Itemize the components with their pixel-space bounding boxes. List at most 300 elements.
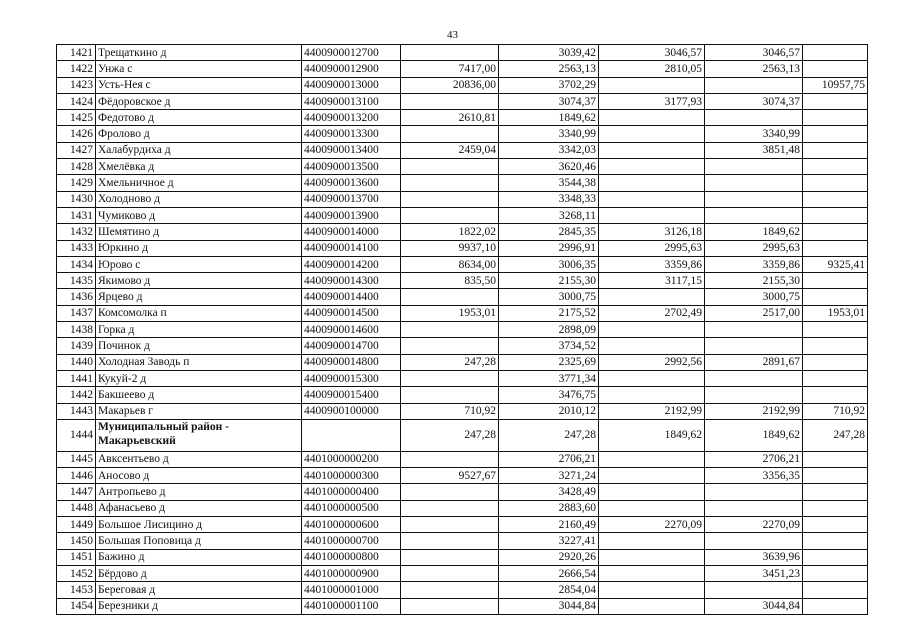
oktmo-code: 4400900013500 <box>302 159 401 175</box>
value-col-4: 2845,35 <box>499 224 599 240</box>
oktmo-code: 4400900014300 <box>302 273 401 289</box>
settlement-name: Унжа с <box>96 61 302 77</box>
value-col-6: 3851,48 <box>705 142 803 158</box>
value-col-4: 2898,09 <box>499 322 599 338</box>
oktmo-code: 4400900013300 <box>302 126 401 142</box>
value-col-3 <box>401 565 499 581</box>
row-number: 1436 <box>57 289 96 305</box>
table-row <box>57 175 868 191</box>
value-col-7 <box>803 289 868 305</box>
value-col-4: 3476,75 <box>499 387 599 403</box>
oktmo-code: 4400900014100 <box>302 240 401 256</box>
value-col-5 <box>599 207 705 223</box>
value-col-4: 3702,29 <box>499 77 599 93</box>
row-number: 1429 <box>57 175 96 191</box>
table-row <box>57 77 868 93</box>
row-number: 1431 <box>57 207 96 223</box>
settlement-name: Бажино д <box>96 549 302 565</box>
table-row <box>57 500 868 516</box>
table-row <box>57 224 868 240</box>
value-col-5 <box>599 142 705 158</box>
oktmo-code: 4400900014200 <box>302 256 401 272</box>
value-col-7 <box>803 354 868 370</box>
value-col-6 <box>705 191 803 207</box>
value-col-3: 9527,67 <box>401 468 499 484</box>
value-col-3: 1822,02 <box>401 224 499 240</box>
value-col-3 <box>401 338 499 354</box>
settlement-name: Юркино д <box>96 240 302 256</box>
settlement-name: Горка д <box>96 322 302 338</box>
settlement-name: Большое Лисицино д <box>96 517 302 533</box>
value-col-6: 2563,13 <box>705 61 803 77</box>
value-col-4: 2883,60 <box>499 500 599 516</box>
table-row <box>57 240 868 256</box>
table-row <box>57 256 868 272</box>
table-row <box>57 93 868 109</box>
value-col-6: 1849,62 <box>705 224 803 240</box>
table-row <box>57 142 868 158</box>
oktmo-code: 4400900100000 <box>302 403 401 419</box>
value-col-7 <box>803 517 868 533</box>
settlement-name: Березники д <box>96 598 302 614</box>
settlement-name: Холодново д <box>96 191 302 207</box>
value-col-6 <box>705 500 803 516</box>
settlement-name: Хмельничное д <box>96 175 302 191</box>
oktmo-code: 4400900013900 <box>302 207 401 223</box>
value-col-5: 3046,57 <box>599 45 705 61</box>
value-col-7 <box>803 549 868 565</box>
value-col-4: 2160,49 <box>499 517 599 533</box>
table-row <box>57 598 868 614</box>
settlement-name: Фёдоровское д <box>96 93 302 109</box>
row-number: 1428 <box>57 159 96 175</box>
value-col-6: 1849,62 <box>705 419 803 451</box>
value-col-5: 2995,63 <box>599 240 705 256</box>
value-col-6: 3044,84 <box>705 598 803 614</box>
table-row <box>57 354 868 370</box>
table-row <box>57 565 868 581</box>
value-col-3 <box>401 370 499 386</box>
value-col-5 <box>599 126 705 142</box>
value-col-4: 2563,13 <box>499 61 599 77</box>
value-col-4: 3044,84 <box>499 598 599 614</box>
value-col-7 <box>803 484 868 500</box>
value-col-6: 2270,09 <box>705 517 803 533</box>
settlement-name: Кукуй-2 д <box>96 370 302 386</box>
value-col-5 <box>599 484 705 500</box>
table-row <box>57 322 868 338</box>
value-col-5 <box>599 387 705 403</box>
value-col-5 <box>599 191 705 207</box>
value-col-7 <box>803 451 868 467</box>
value-col-5 <box>599 338 705 354</box>
row-number: 1450 <box>57 533 96 549</box>
value-col-3 <box>401 582 499 598</box>
value-col-5: 2192,99 <box>599 403 705 419</box>
value-col-4: 1849,62 <box>499 110 599 126</box>
value-col-4: 3771,34 <box>499 370 599 386</box>
settlement-name: Аносово д <box>96 468 302 484</box>
table-row <box>57 159 868 175</box>
value-col-3 <box>401 207 499 223</box>
value-col-3: 247,28 <box>401 419 499 451</box>
settlement-name: Бакшеево д <box>96 387 302 403</box>
value-col-5 <box>599 533 705 549</box>
value-col-7: 1953,01 <box>803 305 868 321</box>
value-col-3: 835,50 <box>401 273 499 289</box>
value-col-3: 20836,00 <box>401 77 499 93</box>
value-col-7 <box>803 582 868 598</box>
value-col-6 <box>705 484 803 500</box>
value-col-4: 3006,35 <box>499 256 599 272</box>
table-row <box>57 468 868 484</box>
value-col-5 <box>599 598 705 614</box>
value-col-3 <box>401 322 499 338</box>
value-col-4: 3000,75 <box>499 289 599 305</box>
value-col-7 <box>803 191 868 207</box>
value-col-6 <box>705 338 803 354</box>
value-col-7: 10957,75 <box>803 77 868 93</box>
table-row <box>57 61 868 77</box>
table-body <box>57 45 868 615</box>
settlement-name: Починок д <box>96 338 302 354</box>
table-row <box>57 110 868 126</box>
oktmo-code: 4400900013700 <box>302 191 401 207</box>
value-col-3: 247,28 <box>401 354 499 370</box>
value-col-6: 3356,35 <box>705 468 803 484</box>
value-col-5: 1849,62 <box>599 419 705 451</box>
value-col-3: 8634,00 <box>401 256 499 272</box>
row-number: 1443 <box>57 403 96 419</box>
value-col-5 <box>599 370 705 386</box>
value-col-5 <box>599 549 705 565</box>
oktmo-code: 4400900014600 <box>302 322 401 338</box>
value-col-7 <box>803 240 868 256</box>
value-col-4: 2010,12 <box>499 403 599 419</box>
value-col-6: 3359,86 <box>705 256 803 272</box>
value-col-5: 2702,49 <box>599 305 705 321</box>
oktmo-code: 4401000000300 <box>302 468 401 484</box>
value-col-6 <box>705 370 803 386</box>
row-number: 1440 <box>57 354 96 370</box>
oktmo-code: 4400900015400 <box>302 387 401 403</box>
table-row <box>57 338 868 354</box>
value-col-3: 2610,81 <box>401 110 499 126</box>
value-col-7 <box>803 175 868 191</box>
value-col-6: 2155,30 <box>705 273 803 289</box>
value-col-4: 3039,42 <box>499 45 599 61</box>
settlement-name: Холодная Заводь п <box>96 354 302 370</box>
oktmo-code: 4401000000800 <box>302 549 401 565</box>
value-col-7 <box>803 61 868 77</box>
settlement-name: Фролово д <box>96 126 302 142</box>
row-number: 1434 <box>57 256 96 272</box>
settlement-name: Чумиково д <box>96 207 302 223</box>
settlement-name: Хмелёвка д <box>96 159 302 175</box>
table-row <box>57 207 868 223</box>
value-col-3 <box>401 126 499 142</box>
value-col-4: 247,28 <box>499 419 599 451</box>
settlement-name: Афанасьево д <box>96 500 302 516</box>
value-col-6: 3000,75 <box>705 289 803 305</box>
oktmo-code: 4401000000400 <box>302 484 401 500</box>
oktmo-code: 4400900012700 <box>302 45 401 61</box>
oktmo-code: 4400900014700 <box>302 338 401 354</box>
table-row <box>57 451 868 467</box>
settlement-name: Халабурдиха д <box>96 142 302 158</box>
row-number: 1447 <box>57 484 96 500</box>
oktmo-code: 4401000000200 <box>302 451 401 467</box>
value-col-4: 2854,04 <box>499 582 599 598</box>
value-col-3 <box>401 549 499 565</box>
table-row <box>57 45 868 61</box>
settlement-name: Макарьев г <box>96 403 302 419</box>
oktmo-code: 4401000001100 <box>302 598 401 614</box>
value-col-7 <box>803 93 868 109</box>
value-col-6 <box>705 387 803 403</box>
value-col-4: 2325,69 <box>499 354 599 370</box>
value-col-3 <box>401 517 499 533</box>
value-col-4: 3227,41 <box>499 533 599 549</box>
value-col-5: 2810,05 <box>599 61 705 77</box>
value-col-5 <box>599 500 705 516</box>
oktmo-code: 4400900014400 <box>302 289 401 305</box>
value-col-3: 2459,04 <box>401 142 499 158</box>
oktmo-code: 4401000000700 <box>302 533 401 549</box>
value-col-7 <box>803 142 868 158</box>
value-col-6: 3340,99 <box>705 126 803 142</box>
value-col-4: 3342,03 <box>499 142 599 158</box>
settlement-name: Авксентьево д <box>96 451 302 467</box>
row-number: 1432 <box>57 224 96 240</box>
value-col-4: 2155,30 <box>499 273 599 289</box>
value-col-5 <box>599 468 705 484</box>
table-row <box>57 191 868 207</box>
value-col-6: 3074,37 <box>705 93 803 109</box>
value-col-3 <box>401 451 499 467</box>
value-col-4: 3428,49 <box>499 484 599 500</box>
value-col-6 <box>705 159 803 175</box>
table-row <box>57 126 868 142</box>
value-col-3: 9937,10 <box>401 240 499 256</box>
settlement-name: Трещаткино д <box>96 45 302 61</box>
value-col-5 <box>599 110 705 126</box>
settlement-name: Береговая д <box>96 582 302 598</box>
value-col-4: 3268,11 <box>499 207 599 223</box>
settlements-table <box>56 44 868 615</box>
oktmo-code: 4400900013600 <box>302 175 401 191</box>
row-number: 1439 <box>57 338 96 354</box>
value-col-4: 3348,33 <box>499 191 599 207</box>
value-col-4: 3271,24 <box>499 468 599 484</box>
row-number: 1421 <box>57 45 96 61</box>
settlement-name: Муниципальный район - Макарьевский <box>96 419 302 451</box>
value-col-7 <box>803 126 868 142</box>
table-row <box>57 484 868 500</box>
value-col-7 <box>803 533 868 549</box>
table-row <box>57 533 868 549</box>
value-col-7 <box>803 159 868 175</box>
value-col-6 <box>705 582 803 598</box>
table-row <box>57 370 868 386</box>
row-number: 1435 <box>57 273 96 289</box>
value-col-6: 2517,00 <box>705 305 803 321</box>
value-col-3 <box>401 191 499 207</box>
settlement-name: Юрово с <box>96 256 302 272</box>
value-col-3 <box>401 175 499 191</box>
row-number: 1424 <box>57 93 96 109</box>
value-col-4: 3340,99 <box>499 126 599 142</box>
table-row <box>57 305 868 321</box>
row-number: 1430 <box>57 191 96 207</box>
oktmo-code: 4400900014500 <box>302 305 401 321</box>
row-number: 1433 <box>57 240 96 256</box>
value-col-3 <box>401 484 499 500</box>
oktmo-code: 4400900013000 <box>302 77 401 93</box>
row-number: 1453 <box>57 582 96 598</box>
table-row <box>57 403 868 419</box>
table-row <box>57 289 868 305</box>
value-col-6: 2706,21 <box>705 451 803 467</box>
value-col-3 <box>401 45 499 61</box>
oktmo-code: 4401000001000 <box>302 582 401 598</box>
oktmo-code: 4400900013100 <box>302 93 401 109</box>
value-col-5 <box>599 77 705 93</box>
settlement-name: Антропьево д <box>96 484 302 500</box>
row-number: 1451 <box>57 549 96 565</box>
value-col-7 <box>803 565 868 581</box>
value-col-6: 3046,57 <box>705 45 803 61</box>
value-col-3 <box>401 159 499 175</box>
row-number: 1422 <box>57 61 96 77</box>
value-col-7: 9325,41 <box>803 256 868 272</box>
settlement-name: Бёрдово д <box>96 565 302 581</box>
value-col-4: 2706,21 <box>499 451 599 467</box>
value-col-6: 2995,63 <box>705 240 803 256</box>
value-col-7 <box>803 45 868 61</box>
row-number: 1444 <box>57 419 96 451</box>
value-col-7: 247,28 <box>803 419 868 451</box>
row-number: 1445 <box>57 451 96 467</box>
value-col-4: 2996,91 <box>499 240 599 256</box>
value-col-5 <box>599 159 705 175</box>
settlement-name: Якимово д <box>96 273 302 289</box>
value-col-4: 2920,26 <box>499 549 599 565</box>
value-col-3: 7417,00 <box>401 61 499 77</box>
value-col-4: 2175,52 <box>499 305 599 321</box>
value-col-7 <box>803 387 868 403</box>
row-number: 1449 <box>57 517 96 533</box>
oktmo-code: 4401000000900 <box>302 565 401 581</box>
settlement-name: Большая Поповица д <box>96 533 302 549</box>
value-col-5: 2992,56 <box>599 354 705 370</box>
row-number: 1423 <box>57 77 96 93</box>
value-col-3 <box>401 500 499 516</box>
value-col-6: 3639,96 <box>705 549 803 565</box>
value-col-6 <box>705 77 803 93</box>
value-col-5: 3177,93 <box>599 93 705 109</box>
settlement-name: Усть-Нея с <box>96 77 302 93</box>
value-col-5 <box>599 582 705 598</box>
row-number: 1427 <box>57 142 96 158</box>
row-number: 1438 <box>57 322 96 338</box>
value-col-5 <box>599 175 705 191</box>
oktmo-code: 4401000000500 <box>302 500 401 516</box>
value-col-7 <box>803 468 868 484</box>
value-col-7 <box>803 322 868 338</box>
value-col-6 <box>705 533 803 549</box>
settlement-name: Ярцево д <box>96 289 302 305</box>
value-col-5: 3117,15 <box>599 273 705 289</box>
value-col-4: 2666,54 <box>499 565 599 581</box>
value-col-5 <box>599 451 705 467</box>
value-col-6: 3451,23 <box>705 565 803 581</box>
oktmo-code: 4400900013200 <box>302 110 401 126</box>
value-col-4: 3620,46 <box>499 159 599 175</box>
value-col-3: 710,92 <box>401 403 499 419</box>
row-number: 1426 <box>57 126 96 142</box>
page-number: 43 <box>447 29 458 41</box>
value-col-5 <box>599 289 705 305</box>
table-row <box>57 273 868 289</box>
row-number: 1452 <box>57 565 96 581</box>
oktmo-code: 4400900014800 <box>302 354 401 370</box>
value-col-6 <box>705 207 803 223</box>
value-col-6 <box>705 175 803 191</box>
value-col-5: 2270,09 <box>599 517 705 533</box>
value-col-3 <box>401 93 499 109</box>
value-col-3 <box>401 533 499 549</box>
oktmo-code: 4401000000600 <box>302 517 401 533</box>
value-col-4: 3734,52 <box>499 338 599 354</box>
value-col-6: 2192,99 <box>705 403 803 419</box>
oktmo-code <box>302 419 401 451</box>
value-col-6 <box>705 110 803 126</box>
row-number: 1425 <box>57 110 96 126</box>
row-number: 1448 <box>57 500 96 516</box>
settlement-name: Федотово д <box>96 110 302 126</box>
oktmo-code: 4400900014000 <box>302 224 401 240</box>
value-col-3 <box>401 289 499 305</box>
value-col-5: 3359,86 <box>599 256 705 272</box>
oktmo-code: 4400900012900 <box>302 61 401 77</box>
value-col-3 <box>401 598 499 614</box>
oktmo-code: 4400900013400 <box>302 142 401 158</box>
row-number: 1442 <box>57 387 96 403</box>
value-col-7 <box>803 500 868 516</box>
value-col-3: 1953,01 <box>401 305 499 321</box>
value-col-7: 710,92 <box>803 403 868 419</box>
row-number: 1454 <box>57 598 96 614</box>
row-number: 1441 <box>57 370 96 386</box>
row-number: 1446 <box>57 468 96 484</box>
table-row <box>57 549 868 565</box>
table-row <box>57 582 868 598</box>
value-col-7 <box>803 338 868 354</box>
settlement-name: Шемятино д <box>96 224 302 240</box>
oktmo-code: 4400900015300 <box>302 370 401 386</box>
value-col-5 <box>599 565 705 581</box>
value-col-7 <box>803 370 868 386</box>
value-col-6: 2891,67 <box>705 354 803 370</box>
value-col-4: 3074,37 <box>499 93 599 109</box>
row-number: 1437 <box>57 305 96 321</box>
value-col-7 <box>803 207 868 223</box>
value-col-5 <box>599 322 705 338</box>
table-row <box>57 387 868 403</box>
value-col-7 <box>803 598 868 614</box>
value-col-4: 3544,38 <box>499 175 599 191</box>
